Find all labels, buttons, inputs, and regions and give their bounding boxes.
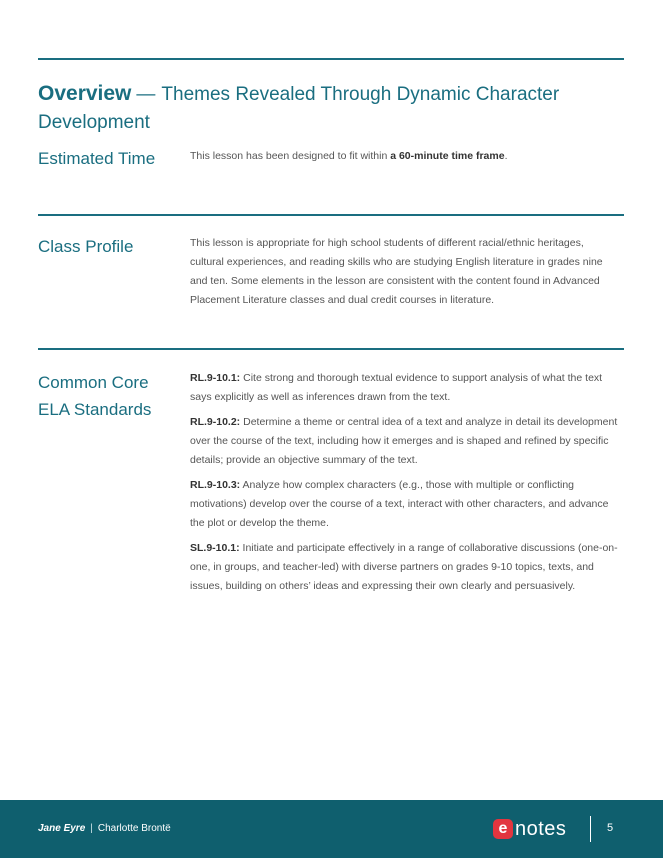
footer-author: Charlotte Brontë: [97, 823, 171, 834]
standard-text: Analyze how complex characters (e.g., those with multiple or conflicting motivations) develop over the course of a text, interact with other characters, and advance the plot or develop the theme.: [190, 479, 609, 529]
title-subtitle: Themes Revealed Through Dynamic Character Development: [38, 84, 560, 133]
enotes-logo-icon: e: [493, 819, 513, 839]
standards-list: [190, 369, 618, 602]
standard-text: Initiate and participate effectively in a range of collaborative discussions (one-on-one, in groups, and teacher-led) with diverse partners on grades 9-10 topics, texts, and issues, building on others’ ideas and expressing their own clearly and persuasively.: [190, 542, 618, 592]
footer-book-title: Jane Eyre: [38, 823, 86, 834]
top-divider: [38, 58, 624, 60]
estimated-time-duration: a 60-minute time frame: [390, 150, 505, 162]
divider-2: [38, 348, 624, 350]
estimated-time-text: [190, 147, 618, 166]
standard-text: Cite strong and thorough textual evidence to support analysis of what the text says explicitly as well as inferences drawn from the text.: [190, 372, 603, 403]
standard-code: SL.9-10.1:: [190, 542, 240, 554]
estimated-time-text-end: .: [504, 150, 508, 162]
divider-1: [38, 214, 624, 216]
standard-item: [190, 369, 618, 407]
title-dash: —: [136, 84, 156, 105]
standard-code: RL.9-10.1:: [190, 372, 241, 384]
standard-item: [190, 476, 618, 533]
standard-item: [190, 539, 618, 596]
footer-citation: [38, 823, 171, 834]
enotes-logo-text: notes: [515, 818, 567, 840]
page-number: 5: [607, 822, 614, 834]
class-profile-label: Class Profile: [38, 237, 134, 256]
standards-label-line1: Common Core: [38, 373, 149, 392]
standard-code: RL.9-10.2:: [190, 416, 241, 428]
footer-separator: |: [90, 823, 93, 834]
title-main: Overview: [38, 82, 132, 105]
standards-label-line2: ELA Standards: [38, 400, 152, 419]
class-profile-text: This lesson is appropriate for high school students of different racial/ethnic heritages, cultural experiences, and reading skills who are studying English literature in grades nine and ten. Some elements in the lesson are consistent with the content found in Advanced Placement Literature classes and dual credit courses in literature.: [190, 237, 603, 306]
standard-text: Determine a theme or central idea of a text and analyze in detail its development over the course of the text, including how it emerges and is shaped and refined by specific details; provide an objective summary of the text.: [190, 416, 618, 466]
standards-label: [38, 369, 178, 423]
footer-divider: [590, 816, 591, 842]
estimated-time-label: Estimated Time: [38, 149, 156, 168]
estimated-time-text-start: This lesson has been designed to fit within: [190, 150, 391, 162]
standard-item: [190, 413, 618, 470]
standard-code: RL.9-10.3:: [190, 479, 241, 491]
footer-bar: [0, 800, 663, 858]
page-title: [38, 80, 598, 137]
